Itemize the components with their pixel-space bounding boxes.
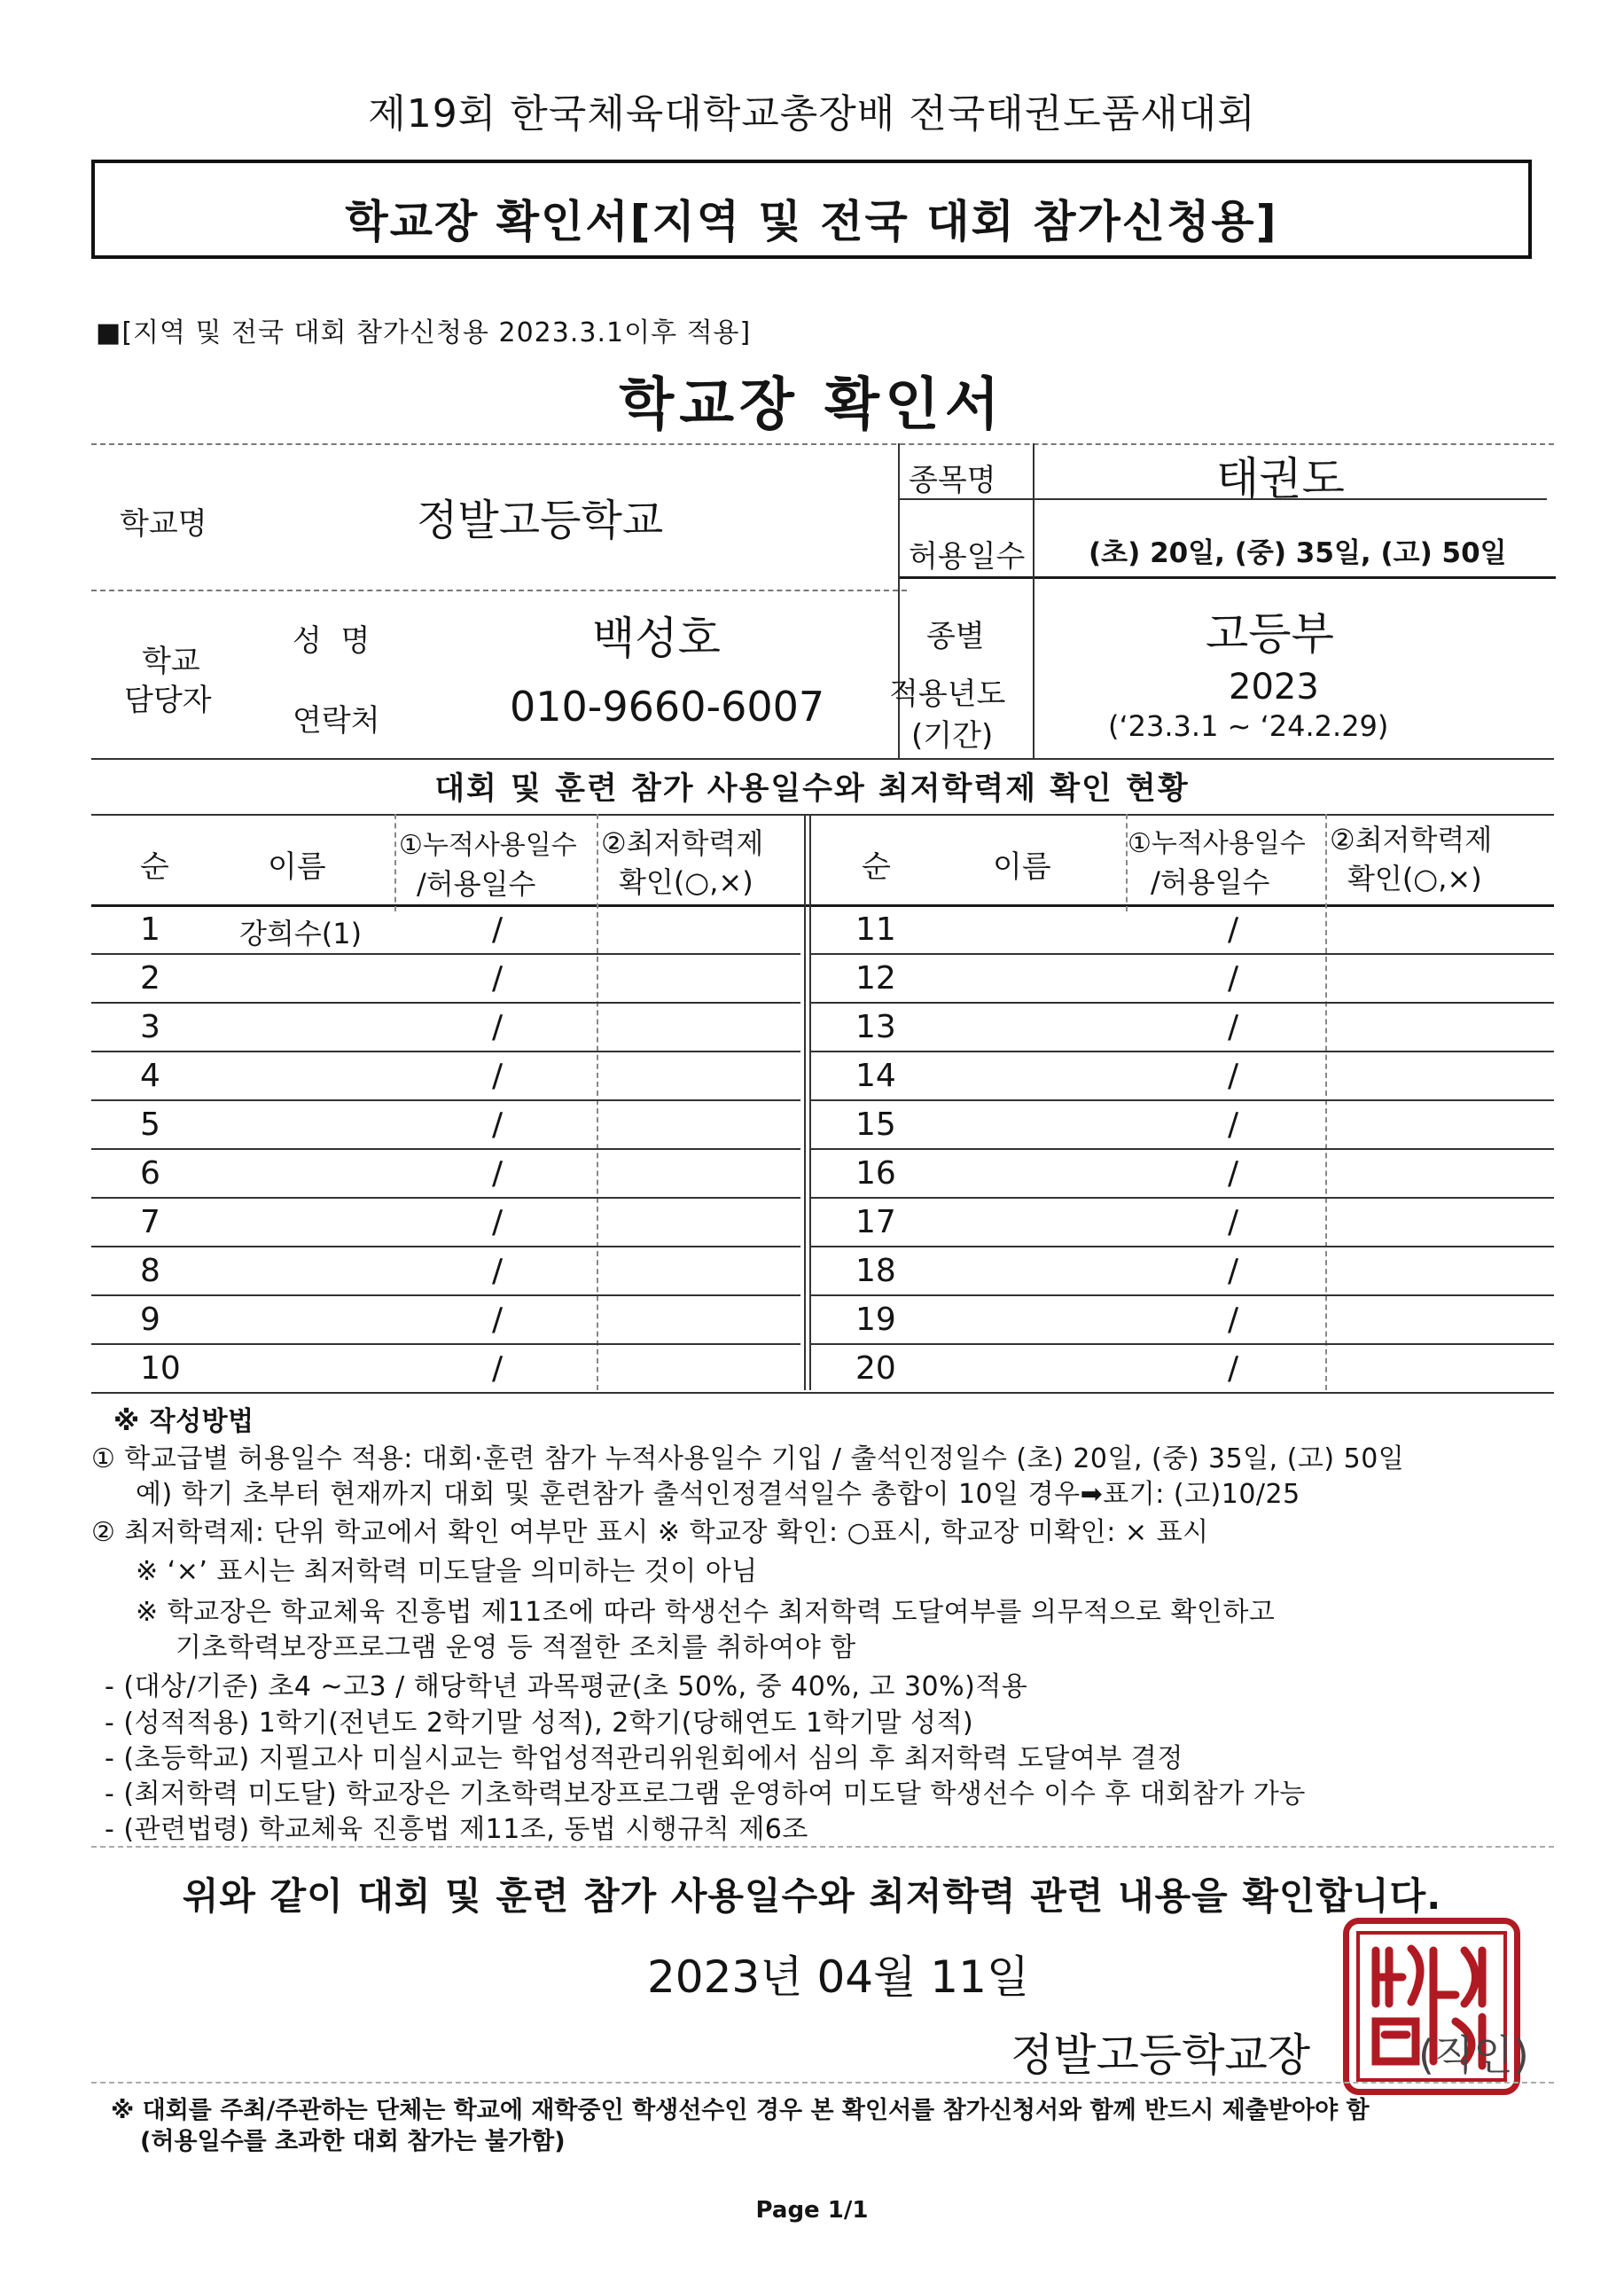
status-title: 대회 및 훈련 참가 사용일수와 최저학력제 확인 현황 <box>434 771 1190 807</box>
row-days: / <box>1228 911 1239 948</box>
row-days: / <box>492 1302 504 1338</box>
issue-date: 2023년 04월 11일 <box>647 1951 1030 2003</box>
page-label: Page 1/1 <box>755 2197 869 2224</box>
row-days: / <box>492 1155 504 1192</box>
banner-box <box>91 160 1532 259</box>
row-days: / <box>1228 1106 1239 1143</box>
name-label: 성 명 <box>293 623 371 659</box>
row-no: 16 <box>855 1155 896 1192</box>
contact-value: 010-9660-6007 <box>510 683 825 731</box>
instruction-line: - (최저학력 미도달) 학교장은 기초학력보장프로그램 운영하여 미도달 학생선수 이수 후 대회참가 가능 <box>105 1779 1306 1810</box>
sport-value: 태권도 <box>1216 453 1345 504</box>
header-name-right: 이름 <box>993 849 1051 885</box>
row-days: / <box>1228 960 1239 997</box>
confirmation-statement: 위와 같이 대회 및 훈련 참가 사용일수와 최저학력 관련 내용을 확인합니다. <box>182 1874 1442 1918</box>
header-days-right-2: /허용일수 <box>1151 865 1270 899</box>
doc-title: 학교장 확인서 <box>619 372 1005 438</box>
year-label-2: (기간) <box>911 718 994 754</box>
year-label-1: 적용년도 <box>889 676 1006 712</box>
division-label: 종별 <box>926 619 985 654</box>
instruction-line: ② 최저학력제: 단위 학교에서 확인 여부만 표시 ※ 학교장 확인: ○표시, 학교장 미확인: × 표시 <box>91 1517 1209 1548</box>
row-name: 강희수(1) <box>239 917 363 950</box>
signer-name: 정발고등학교장 <box>1011 2029 1311 2081</box>
row-no: 19 <box>855 1302 896 1338</box>
row-days: / <box>1228 1204 1239 1240</box>
header-no-right: 순 <box>862 849 891 885</box>
row-days: / <box>492 1106 504 1143</box>
footer-note-2: (허용일수를 초과한 대회 참가는 불가함) <box>140 2128 566 2155</box>
row-no: 14 <box>855 1058 896 1094</box>
row-no: 17 <box>855 1204 896 1240</box>
row-no: 7 <box>140 1204 160 1240</box>
header-no-left: 순 <box>140 849 169 885</box>
instruction-line: - (대상/기준) 초4 ~고3 / 해당학년 과목평균(초 50%, 중 40%, 고 30%)적용 <box>105 1671 1028 1702</box>
row-days: / <box>492 1253 504 1289</box>
row-days: / <box>1228 1302 1239 1338</box>
period-value: (‘23.3.1 ~ ‘24.2.29) <box>1108 709 1389 743</box>
header-check-right-2: 확인(○,×) <box>1347 862 1482 895</box>
header-check-right-1: ②최저학력제 <box>1330 823 1493 856</box>
row-no: 20 <box>855 1350 896 1387</box>
instruction-line: 예) 학기 초부터 현재까지 대회 및 훈련참가 출석인정결석일수 총합이 10일 경우➡표기: (고)10/25 <box>136 1479 1300 1510</box>
row-no: 13 <box>855 1009 896 1045</box>
row-days: / <box>1228 1058 1239 1094</box>
header-name-left: 이름 <box>268 849 326 885</box>
row-no: 12 <box>855 960 896 997</box>
row-no: 15 <box>855 1106 896 1143</box>
instructions-heading: ※ 작성방법 <box>113 1406 254 1437</box>
header-days-left-1: ①누적사용일수 <box>399 830 577 861</box>
banner-title: 학교장 확인서[지역 및 전국 대회 참가신청용] <box>345 196 1278 247</box>
row-no: 2 <box>140 960 160 997</box>
seal-mark: (직인) <box>1418 2031 1529 2079</box>
row-no: 4 <box>140 1058 160 1094</box>
row-days: / <box>492 960 504 997</box>
division-value: 고등부 <box>1206 608 1334 660</box>
sport-label: 종목명 <box>909 463 996 498</box>
row-days: / <box>1228 1253 1239 1289</box>
row-no: 10 <box>140 1350 181 1387</box>
year-value: 2023 <box>1229 667 1319 708</box>
row-days: / <box>492 1058 504 1094</box>
header-days-right-1: ①누적사용일수 <box>1128 828 1306 859</box>
school-value: 정발고등학교 <box>417 496 664 545</box>
row-days: / <box>492 1204 504 1240</box>
instruction-line: ※ ‘×’ 표시는 최저학력 미도달을 의미하는 것이 아님 <box>136 1556 758 1587</box>
instruction-line: - (관련법령) 학교체육 진흥법 제11조, 동법 시행규칙 제6조 <box>105 1814 808 1845</box>
row-no: 11 <box>855 911 896 948</box>
footer-note: ※ 대회를 주최/주관하는 단체는 학교에 재학중인 학생선수인 경우 본 확인서를 참가신청서와 함께 반드시 제출받아야 함 <box>111 2097 1370 2124</box>
row-days: / <box>492 911 504 948</box>
contact-label: 연락처 <box>293 703 380 739</box>
school-label: 학교명 <box>120 506 207 542</box>
header-check-left-2: 확인(○,×) <box>619 865 753 899</box>
instruction-line: - (성적적용) 1학기(전년도 2학기말 성적), 2학기(당해연도 1학기말 성적) <box>105 1708 974 1739</box>
instruction-line: - (초등학교) 지필고사 미실시교는 학업성적관리위원회에서 심의 후 최저학력 도달여부 결정 <box>105 1743 1183 1774</box>
row-no: 9 <box>140 1302 160 1338</box>
row-days: / <box>492 1009 504 1045</box>
name-value: 백성호 <box>592 613 721 664</box>
row-no: 18 <box>855 1253 896 1289</box>
instruction-line: ① 학교급별 허용일수 적용: 대회·훈련 참가 누적사용일수 기입 / 출석인정일수 (초) 20일, (중) 35일, (고) 50일 <box>91 1443 1405 1474</box>
event-title: 제19회 한국체육대학교총장배 전국태권도품새대회 <box>368 91 1256 137</box>
allowed-days-value: (초) 20일, (중) 35일, (고) 50일 <box>1089 537 1507 569</box>
instruction-line: 기초학력보장프로그램 운영 등 적절한 조치를 취하여야 함 <box>176 1632 856 1663</box>
form-tag: ■[지역 및 전국 대회 참가신청용 2023.3.1이후 적용] <box>96 317 752 348</box>
row-days: / <box>1228 1009 1239 1045</box>
row-no: 3 <box>140 1009 160 1045</box>
row-no: 1 <box>140 911 160 948</box>
row-no: 8 <box>140 1253 160 1289</box>
row-days: / <box>1228 1350 1239 1387</box>
allowed-days-label: 허용일수 <box>909 539 1026 575</box>
row-no: 5 <box>140 1106 160 1143</box>
instruction-line: ※ 학교장은 학교체육 진흥법 제11조에 따라 학생선수 최저학력 도달여부를 의무적으로 확인하고 <box>136 1597 1276 1628</box>
row-days: / <box>1228 1155 1239 1192</box>
header-check-left-1: ②최저학력제 <box>601 826 764 860</box>
header-days-left-2: /허용일수 <box>417 867 536 901</box>
staff-label-2: 담당자 <box>124 683 212 718</box>
row-no: 6 <box>140 1155 160 1192</box>
row-days: / <box>492 1350 504 1387</box>
staff-label-1: 학교 <box>142 644 200 679</box>
